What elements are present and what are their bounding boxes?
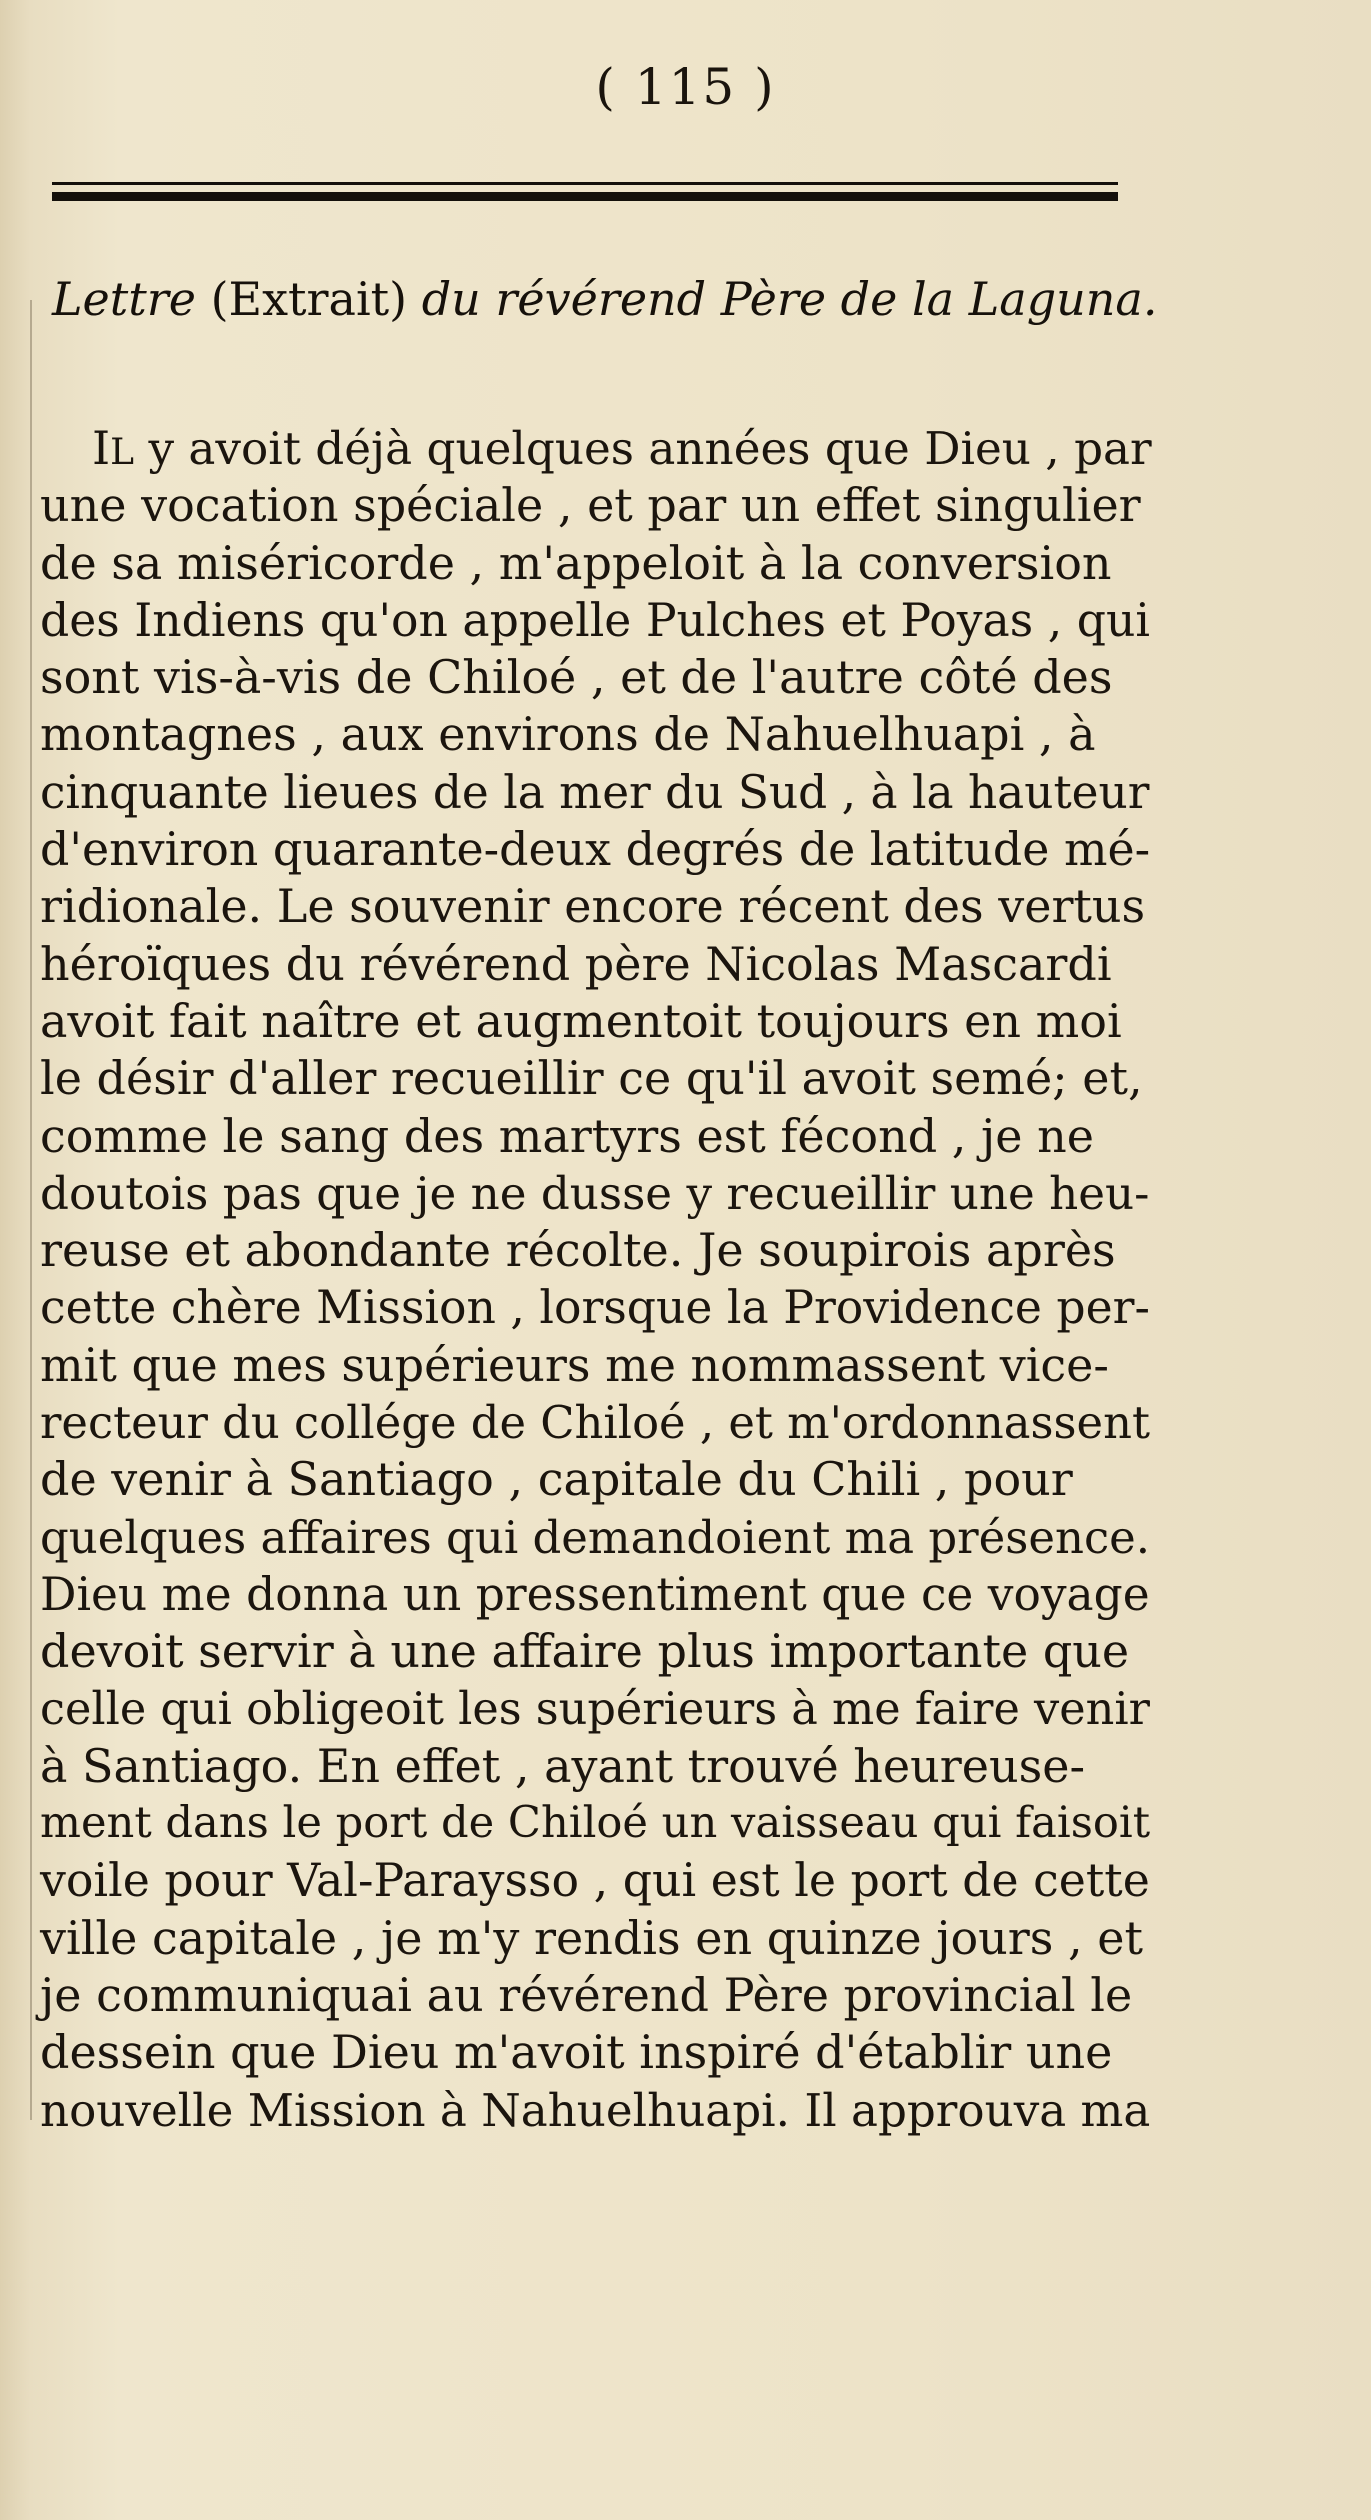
text-line: avoit fait naître et augmentoit toujours en moi (40, 993, 1122, 1048)
letter-heading (52, 272, 1158, 326)
text-line: je communiquai au révérend Père provincial le (40, 1968, 1133, 2023)
text-line: cinquante lieues de la mer du Sud , à la hauteur (40, 765, 1150, 819)
text-line: quelques affaires qui demandoient ma présence. (40, 1510, 1151, 1564)
header-rule-thick (52, 192, 1118, 201)
small-cap-letter: L (110, 432, 135, 473)
text-line: d'environ quarante-deux degrés de latitude mé- (40, 822, 1151, 877)
text-line: ridionale. Le souvenir encore récent des vertus (40, 879, 1146, 934)
text-line: devoit servir à une affaire plus importante que (40, 1624, 1130, 1679)
text-line: héroïques du révérend père Nicolas Mascardi (40, 936, 1112, 991)
text-line: dessein que Dieu m'avoit inspiré d'établir une (40, 2025, 1113, 2080)
heading-lettre: Lettre (52, 272, 196, 326)
text-line: sont vis-à-vis de Chiloé , et de l'autre côté des (40, 650, 1113, 705)
heading-author: du révérend Père de la Laguna. (421, 272, 1158, 326)
gutter-line (30, 300, 32, 2120)
text-line: doutois pas que je ne dusse y recueillir une heu- (40, 1166, 1150, 1220)
text-line: cette chère Mission , lorsque la Providence per- (40, 1281, 1150, 1335)
text-line: de sa miséricorde , m'appeloit à la conversion (40, 535, 1112, 590)
heading-extrait: (Extrait) (195, 272, 422, 326)
text-line: ville capitale , je m'y rendis en quinze jours , et (40, 1910, 1143, 1965)
first-line-text: y avoit déjà quelques années que Dieu , par (134, 422, 1152, 475)
text-line: mit que mes supérieurs me nommassent vice- (40, 1337, 1109, 1392)
text-line: ment dans le port de Chiloé un vaisseau qui faisoit (40, 1798, 1151, 1849)
text-line: une vocation spéciale , et par un effet singulier (40, 478, 1141, 533)
text-line: recteur du collége de Chiloé , et m'ordonnassent (40, 1396, 1150, 1450)
initial-letter: I (92, 421, 111, 475)
text-line: des Indiens qu'on appelle Pulches et Poyas , qui (40, 593, 1150, 647)
text-line: Dieu me donna un pressentiment que ce voyage (40, 1567, 1150, 1621)
body-text (40, 420, 1170, 2139)
text-line: voile pour Val-Paraysso , qui est le port de cette (40, 1853, 1150, 1908)
text-line: le désir d'aller recueillir ce qu'il avoit semé; et, (40, 1051, 1143, 1106)
text-line: nouvelle Mission à Nahuelhuapi. Il approuva ma (40, 2083, 1151, 2137)
text-line: reuse et abondante récolte. Je soupirois après (40, 1223, 1116, 1278)
text-line: comme le sang des martyrs est fécond , je ne (40, 1108, 1094, 1163)
header-rule-thin (52, 182, 1118, 185)
text-line: à Santiago. En effet , ayant trouvé heureuse- (40, 1738, 1085, 1793)
text-line: celle qui obligeoit les supérieurs à me faire venir (40, 1682, 1150, 1735)
text-line: montagnes , aux environs de Nahuelhuapi , à (40, 707, 1096, 762)
text-line: de venir à Santiago , capitale du Chili , pour (40, 1452, 1073, 1507)
text-line-1 (40, 420, 1170, 477)
page-number: ( 115 ) (595, 58, 776, 116)
